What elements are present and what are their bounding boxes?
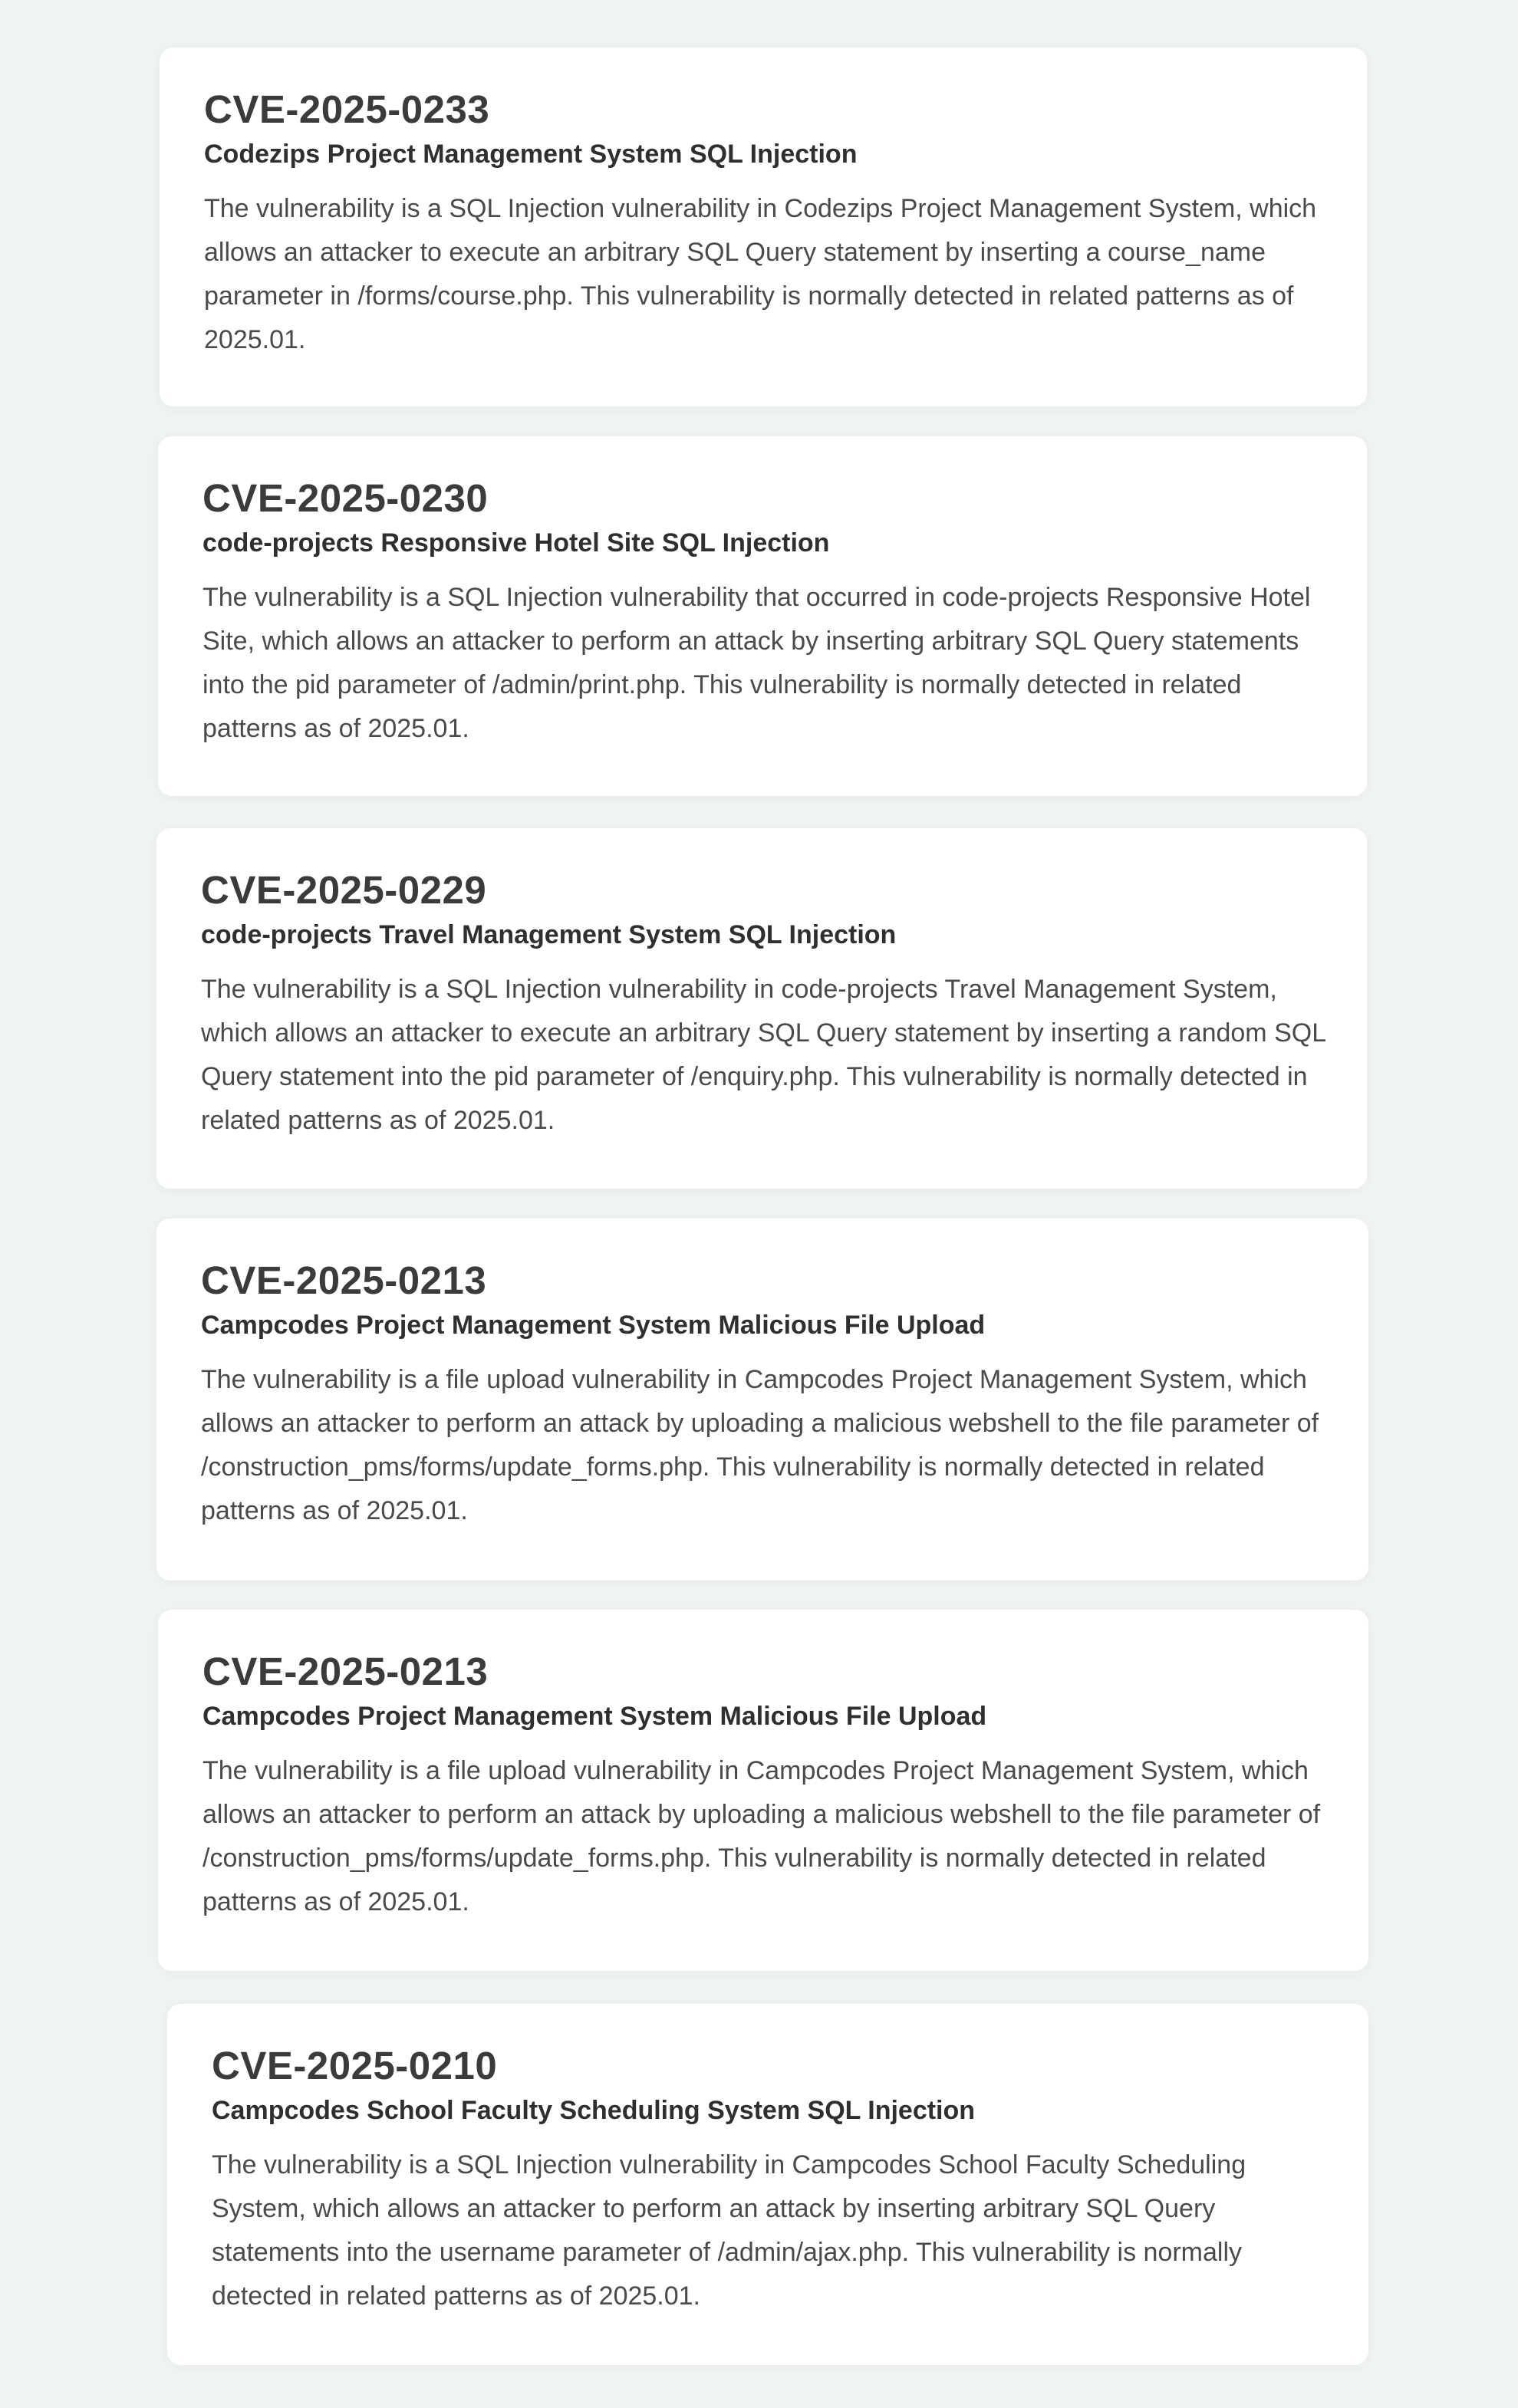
cve-id: CVE-2025-0210 (212, 2044, 498, 2087)
cve-card (158, 1610, 1368, 1971)
cve-description: The vulnerability is a file upload vulnerability in Campcodes Project Management System, which allows an attacker to perform an attack by uploading a malicious webshell to the file parameter of /construction_pms/forms/update_forms.php. This vulnerability is normally detected in related patterns as of 2025.01. (203, 1756, 1321, 1916)
cve-title: Campcodes Project Management System Malicious File Upload (201, 1311, 986, 1340)
cve-title: code-projects Travel Management System SQL Injection (201, 920, 897, 949)
cve-id: CVE-2025-0213 (201, 1258, 487, 1302)
cve-title: Codezips Project Management System SQL Injection (204, 140, 858, 169)
cve-id: CVE-2025-0230 (203, 476, 489, 520)
cve-card (167, 2004, 1368, 2365)
cve-card (156, 828, 1367, 1189)
cve-title: Campcodes Project Management System Malicious File Upload (203, 1702, 987, 1731)
cve-description: The vulnerability is a file upload vulnerability in Campcodes Project Management System, which allows an attacker to perform an attack by uploading a malicious webshell to the file parameter of /construction_pms/forms/update_forms.php. This vulnerability is normally detected in related patterns as of 2025.01. (201, 1365, 1319, 1525)
cve-description: The vulnerability is a SQL Injection vulnerability in code-projects Travel Management System, which allows an attacker to execute an arbitrary SQL Query statement by inserting a random SQL Query statement into the pid parameter of /enquiry.php. This vulnerability is normally detected in related patterns as of 2025.01. (201, 975, 1325, 1135)
cve-id: CVE-2025-0213 (203, 1650, 489, 1693)
cve-description: The vulnerability is a SQL Injection vulnerability in Codezips Project Management System, which allows an attacker to execute an arbitrary SQL Query statement by inserting a course_name parameter in /forms/course.php. This vulnerability is normally detected in related patterns as of 2025.01. (204, 194, 1317, 354)
cve-description: The vulnerability is a SQL Injection vulnerability that occurred in code-projects Responsive Hotel Site, which allows an attacker to perform an attack by inserting arbitrary SQL Query statements into the pid parameter of /admin/print.php. This vulnerability is normally detected in related patterns as of 2025.01. (203, 583, 1311, 743)
cve-description: The vulnerability is a SQL Injection vulnerability in Campcodes School Faculty Scheduling System, which allows an attacker to perform an attack by inserting arbitrary SQL Query statements into the username parameter of /admin/ajax.php. This vulnerability is normally detected in related patterns as of 2025.01. (212, 2150, 1246, 2311)
cve-card (158, 436, 1367, 796)
cve-title: Campcodes School Faculty Scheduling System SQL Injection (212, 2096, 976, 2125)
cve-title: code-projects Responsive Hotel Site SQL Injection (203, 528, 830, 558)
cve-id: CVE-2025-0229 (201, 868, 487, 912)
cve-id: CVE-2025-0233 (204, 87, 490, 131)
cve-card (156, 1219, 1368, 1581)
cve-card (160, 48, 1367, 406)
